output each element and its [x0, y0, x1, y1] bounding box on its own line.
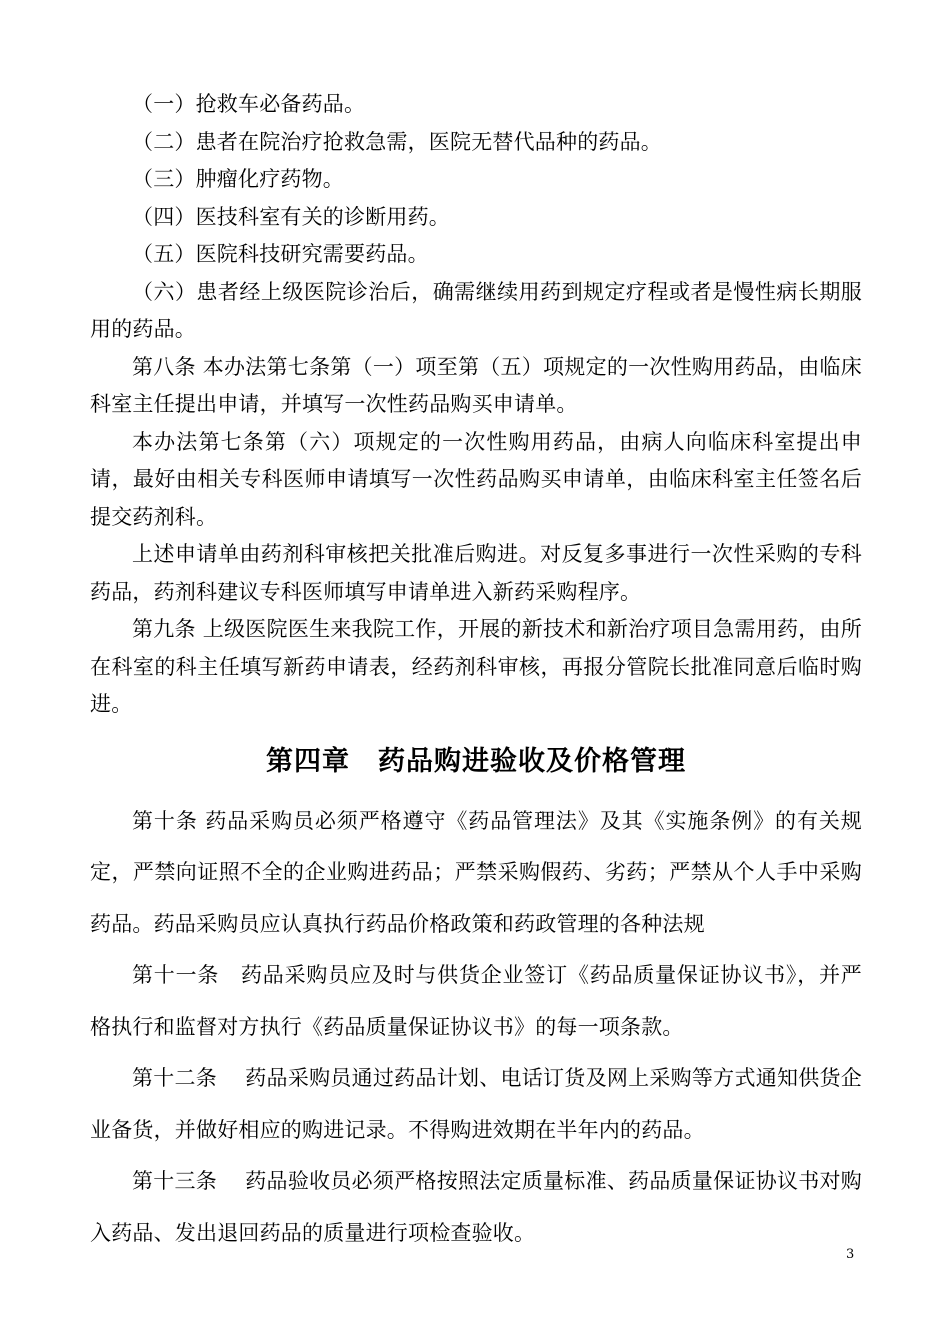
chapter-heading: 第四章 药品购进验收及价格管理 — [266, 745, 686, 777]
paragraph: （一）抢救车必备药品。 — [132, 92, 366, 116]
paragraph: 上述申请单由药剂科审核把关批准后购进。对反复多事进行一次性采购的专科药品，药剂科建议专科医师填写申请单进入新药采购程序。 — [90, 542, 862, 604]
paragraph: （五）医院科技研究需要药品。 — [132, 242, 429, 266]
paragraph: 第十条 药品采购员必须严格遵守《药品管理法》及其《实施条例》的有关规定，严禁向证照不全的企业购进药品；严禁采购假药、劣药；严禁从个人手中采购药品。药品采购员应认真执行药品价格政策和药政管理的各种法规 — [90, 808, 862, 936]
paragraph: 第十一条 药品采购员应及时与供货企业签订《药品质量保证协议书》，并严格执行和监督对方执行《药品质量保证协议书》的每一项条款。 — [90, 963, 862, 1039]
paragraph: 第九条 上级医院医生来我院工作，开展的新技术和新治疗项目急需用药，由所在科室的科主任填写新药申请表，经药剂科审核，再报分管院长批准同意后临时购进。 — [90, 617, 862, 716]
paragraph: （四）医技科室有关的诊断用药。 — [132, 204, 450, 229]
paragraph: 第十二条 药品采购员通过药品计划、电话订货及网上采购等方式通知供货企业备货，并做好相应的购进记录。不得购进效期在半年内的药品。 — [90, 1066, 862, 1142]
paragraph: 本办法第七条第（六）项规定的一次性购用药品，由病人向临床科室提出申请，最好由相关专科医师申请填写一次性药品购买申请单，由临床科室主任签名后提交药剂科。 — [90, 429, 862, 529]
document-page — [90, 86, 862, 1259]
paragraph: （三）肿瘤化疗药物。 — [132, 167, 344, 191]
page-number: 3 — [846, 1247, 855, 1262]
paragraph: （二）患者在院治疗抢救急需，医院无替代品种的药品。 — [132, 129, 662, 154]
paragraph: 第八条 本办法第七条第（一）项至第（五）项规定的一次性购用药品，由临床科室主任提出申请，并填写一次性药品购买申请单。 — [90, 354, 862, 416]
section-two — [90, 796, 862, 1260]
section-one — [90, 86, 862, 724]
paragraph: （六）患者经上级医院诊治后，确需继续用药到规定疗程或者是慢性病长期服用的药品。 — [90, 279, 862, 341]
paragraph: 第十三条 药品验收员必须严格按照法定质量标准、药品质量保证协议书对购入药品、发出退回药品的质量进行项检查验收。 — [90, 1169, 862, 1245]
